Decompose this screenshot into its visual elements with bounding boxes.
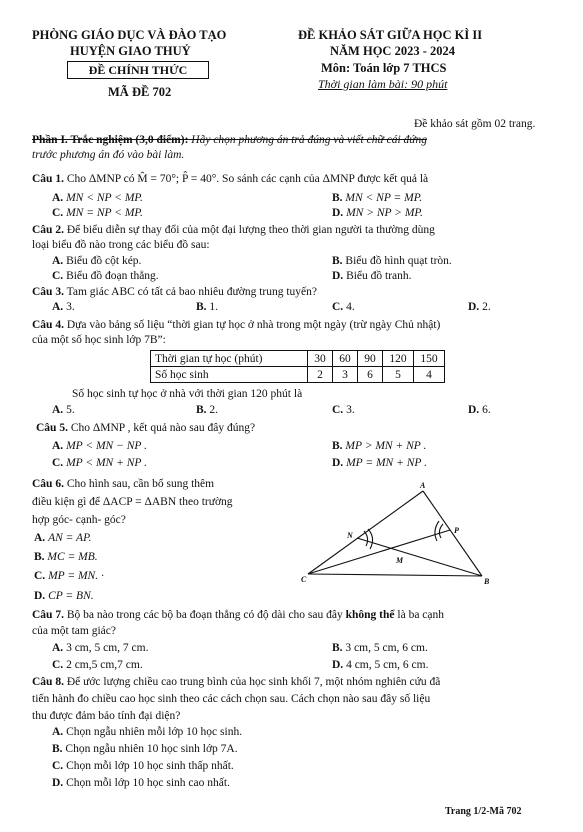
question-3: Câu 3. Tam giác ABC có tất cả bao nhiêu đường trung tuyến?	[32, 286, 318, 298]
q2-option-c: C. Biểu đồ đoạn thẳng.	[52, 270, 159, 282]
q1-option-c: C. MN = NP < MP.	[52, 207, 143, 219]
question-2-line2: loại biểu đồ nào trong các biểu đồ sau:	[32, 239, 210, 251]
q8-option-d: D. Chọn mỗi lớp 10 học sinh cao nhất.	[52, 777, 230, 789]
q7-option-c: C. 2 cm,5 cm,7 cm.	[52, 659, 143, 671]
question-6: Câu 6. Cho hình sau, cần bổ sung thêm	[32, 478, 215, 490]
q5-option-a: A. MP < MN − NP .	[52, 440, 147, 452]
segment-ab	[423, 491, 482, 576]
part1-instruction: Hãy chọn phương án trả đúng và viết chữ cái đứng	[188, 134, 428, 146]
q7-option-b: B. 3 cm, 5 cm, 6 cm.	[332, 642, 428, 654]
part1-instruction-2: trước phương án đó vào bài làm.	[32, 149, 185, 161]
exam-title: ĐỀ KHẢO SÁT GIỮA HỌC KÌ II	[298, 28, 483, 42]
table-cell: 5	[383, 367, 414, 383]
table-row	[151, 351, 445, 367]
q4-option-b: B. 2.	[196, 404, 219, 416]
question-4: Câu 4. Dựa vào bảng số liệu “thời gian tự học ở nhà trong một ngày (trừ ngày Chủ nhật)	[32, 319, 441, 331]
segment-cp	[308, 530, 450, 574]
q3-option-a: A. 3.	[52, 301, 75, 313]
page-footer: Trang 1/2-Mã 702	[445, 806, 522, 817]
q3-option-c: C. 4.	[332, 301, 355, 313]
angle-mark-p	[439, 524, 443, 538]
study-time-table	[150, 350, 445, 383]
exam-code: MÃ ĐỀ 702	[108, 85, 172, 99]
table-cell: 6	[358, 367, 383, 383]
q2-option-a: A. Biểu đồ cột kép.	[52, 255, 142, 267]
official-badge: ĐỀ CHÍNH THỨC	[67, 61, 209, 79]
q2-option-b: B. Biểu đồ hình quạt tròn.	[332, 255, 452, 267]
question-8-line3: thu được đảm bảo tính đại diện?	[32, 710, 181, 722]
q1-option-a: A. MN < NP < MP.	[52, 192, 143, 204]
table-cell: 60	[333, 351, 358, 367]
question-4-line2: của một số học sinh lớp 7B”:	[32, 334, 166, 346]
district-name: HUYỆN GIAO THUỶ	[70, 44, 191, 58]
label-b: B	[484, 577, 490, 586]
q6-option-b: B. MC = MB.	[34, 551, 98, 563]
table-cell: 150	[414, 351, 445, 367]
q6-option-d: D. CP = BN.	[34, 590, 94, 602]
pages-note: Đề khảo sát gồm 02 trang.	[414, 118, 536, 130]
question-7: Câu 7. Bộ ba nào trong các bộ ba đoạn thẳng có độ dài cho sau đây không thể là ba cạnh	[32, 609, 445, 621]
angle-mark-n-2	[368, 529, 373, 549]
question-6-line2: điều kiện gì để ΔACP = ΔABN theo trường	[32, 496, 233, 508]
time-limit: Thời gian làm bài: 90 phút	[318, 77, 448, 91]
label-n: N	[347, 531, 353, 540]
q8-option-c: C. Chọn mỗi lớp 10 học sinh thấp nhất.	[52, 760, 234, 772]
table-cell: 30	[308, 351, 333, 367]
table-cell: 2	[308, 367, 333, 383]
segment-bn	[357, 538, 482, 576]
question-1: Câu 1. Cho ΔMNP có M̂ = 70°; P̂ = 40°. So sánh các cạnh của ΔMNP được kết quả là	[32, 173, 429, 185]
part1-intro	[32, 133, 542, 163]
question-8: Câu 8. Để ước lượng chiều cao trung bình của học sinh khối 7, một nhóm nghiên cứu đã	[32, 676, 441, 688]
q8-option-a: A. Chọn ngẫu nhiên mỗi lớp 10 học sinh.	[52, 726, 243, 738]
table-cell: 3	[333, 367, 358, 383]
q4-option-a: A. 5.	[52, 404, 75, 416]
q3-option-b: B. 1.	[196, 301, 219, 313]
q4-option-d: D. 6.	[468, 404, 491, 416]
table-row	[151, 367, 445, 383]
q8-option-b: B. Chọn ngẫu nhiên 10 học sinh lớp 7A.	[52, 743, 238, 755]
question-5: Câu 5. Cho ΔMNP , kết quả nào sau đây đúng?	[36, 422, 256, 434]
q1-option-d: D. MN > NP > MP.	[332, 207, 423, 219]
school-year: NĂM HỌC 2023 - 2024	[330, 44, 455, 58]
q5-option-d: D. MP = MN + NP .	[332, 457, 427, 469]
segment-cb	[308, 574, 482, 576]
label-a: A	[420, 481, 426, 490]
question-2: Câu 2. Để biểu diễn sự thay đổi của một đại lượng theo thời gian người ta thường dùng	[32, 224, 435, 236]
department-name: PHÒNG GIÁO DỤC VÀ ĐÀO TẠO	[32, 28, 227, 42]
question-7-line2: của một tam giác?	[32, 625, 116, 637]
q4-option-c: C. 3.	[332, 404, 355, 416]
q1-option-b: B. MN < NP = MP.	[332, 192, 423, 204]
q5-option-b: B. MP > MN + NP .	[332, 440, 427, 452]
triangle-figure	[290, 478, 500, 596]
table-header-cell: Thời gian tự học (phút)	[151, 351, 308, 367]
table-cell: 90	[358, 351, 383, 367]
table-cell: 4	[414, 367, 445, 383]
table-header-cell: Số học sinh	[151, 367, 308, 383]
q5-option-c: C. MP < MN + NP .	[52, 457, 147, 469]
question-4-ask: Số học sinh tự học ở nhà với thời gian 120 phút là	[72, 388, 303, 400]
part1-title: Phần I. Trắc nghiệm (3,0 điểm):	[32, 134, 189, 146]
q3-option-d: D. 2.	[468, 301, 491, 313]
q2-option-d: D. Biểu đồ tranh.	[332, 270, 412, 282]
question-8-line2: tiến hành đo chiều cao học sinh theo các cách chọn sau. Cách chọn nào sau đây số liệu	[32, 693, 431, 705]
question-6-line3: hợp góc- cạnh- góc?	[32, 514, 126, 526]
q6-option-a: A. AN = AP.	[34, 532, 92, 544]
q6-option-c: C. MP = MN. ·	[34, 570, 104, 582]
angle-mark-p-2	[435, 521, 439, 541]
subject: Môn: Toán lớp 7 THCS	[321, 61, 447, 75]
label-m: M	[396, 556, 404, 565]
q7-option-d: D. 4 cm, 5 cm, 6 cm.	[332, 659, 429, 671]
table-cell: 120	[383, 351, 414, 367]
label-c: C	[301, 575, 307, 584]
q7-option-a: A. 3 cm, 5 cm, 7 cm.	[52, 642, 149, 654]
label-p: P	[454, 526, 459, 535]
